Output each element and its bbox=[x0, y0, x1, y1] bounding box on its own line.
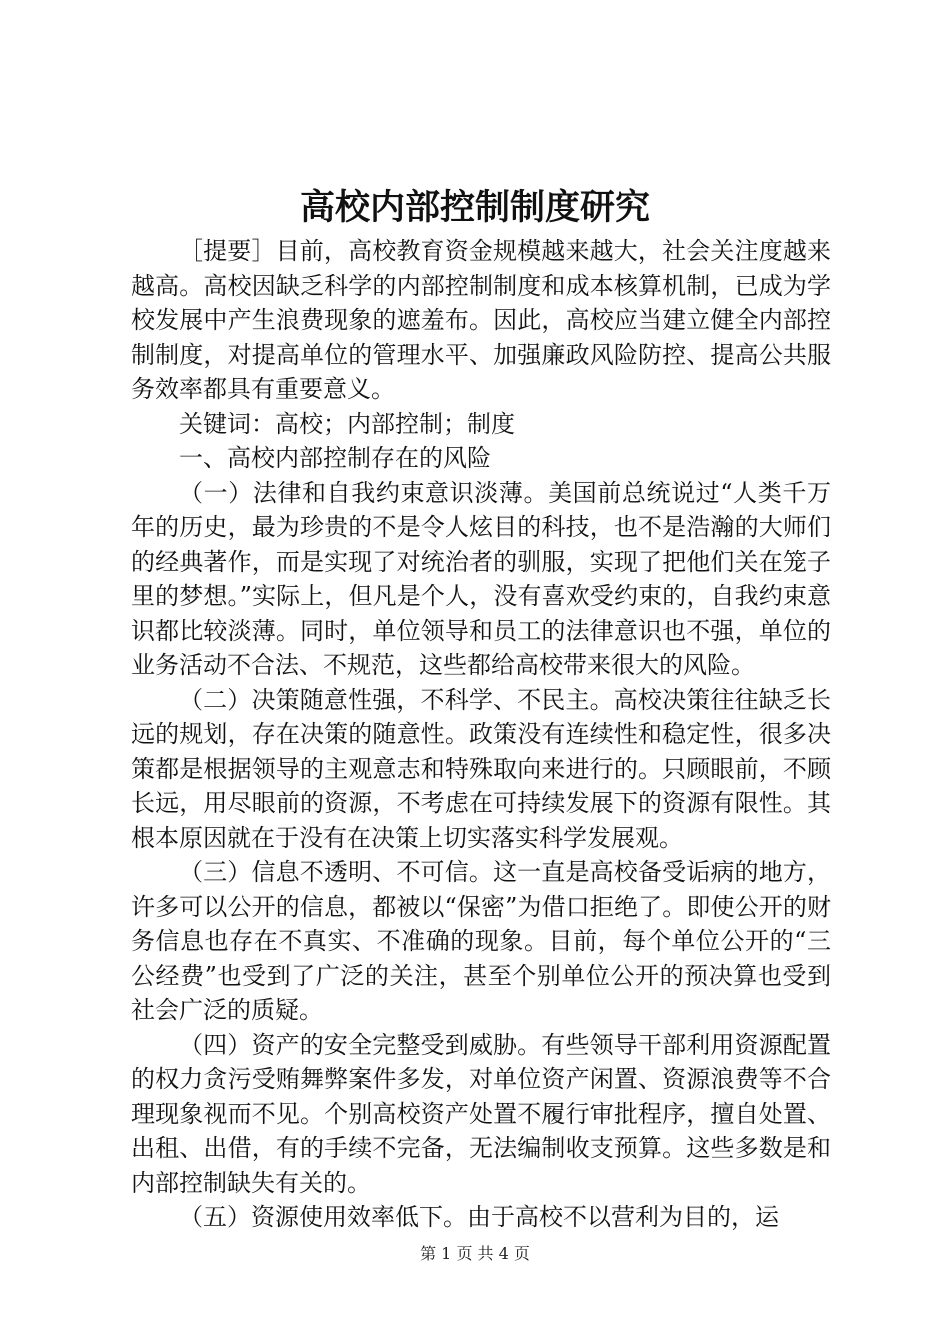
body-paragraph: （四）资产的安全完整受到威胁。有些领导干部利用资源配置的权力贪污受贿舞弊案件多发，对单位资产闲置、资源浪费等不合理现象视而不见。个别高校资产处置不履行审批程序，擅自处置、出租、出借，有的手续不完备，无法编制收支预算。这些多数是和内部控制缺失有关的。 bbox=[131, 1030, 831, 1197]
body-paragraph: （一）法律和自我约束意识淡薄。美国前总统说过“人类千万年的历史，最为珍贵的不是令人炫目的科技，也不是浩瀚的大师们的经典著作，而是实现了对统治者的驯服，实现了把他们关在笼子里的梦想。”实际上，但凡是个人，没有喜欢受约束的，自我约束意识都比较淡薄。同时，单位领导和员工的法律意识也不强，单位的业务活动不合法、不规范，这些都给高校带来很大的风险。 bbox=[131, 478, 831, 679]
keywords-line: 关键词：高校；内部控制；制度 bbox=[179, 409, 515, 438]
body-paragraph: （二）决策随意性强，不科学、不民主。高校决策往往缺乏长远的规划，存在决策的随意性。政策没有连续性和稳定性，很多决策都是根据领导的主观意志和特殊取向来进行的。只顾眼前，不顾长远，用尽眼前的资源，不考虑在可持续发展下的资源有限性。其根本原因就在于没有在决策上切实落实科学发展观。 bbox=[131, 685, 831, 852]
page-footer: 第 1 页 共 4 页 bbox=[420, 1244, 530, 1263]
document-title: 高校内部控制制度研究 bbox=[299, 187, 650, 228]
section-heading: 一、高校内部控制存在的风险 bbox=[179, 444, 491, 472]
abstract-paragraph: ［提要］目前，高校教育资金规模越来越大，社会关注度越来越高。高校因缺乏科学的内部控制制度和成本核算机制，已成为学校发展中产生浪费现象的遮羞布。因此，高校应当建立健全内部控制制度，对提高单位的管理水平、加强廉政风险防控、提高公共服务效率都具有重要意义。 bbox=[131, 237, 831, 403]
document-body bbox=[131, 234, 831, 1235]
body-paragraph: （三）信息不透明、不可信。这一直是高校备受诟病的地方，许多可以公开的信息，都被以“保密”为借口拒绝了。即使公开的财务信息也存在不真实、不准确的现象。目前，每个单位公开的“三公经费”也受到了广泛的关注，甚至个别单位公开的预决算也受到社会广泛的质疑。 bbox=[131, 858, 831, 1024]
body-paragraph: （五）资源使用效率低下。由于高校不以营利为目的，运 bbox=[179, 1203, 779, 1231]
